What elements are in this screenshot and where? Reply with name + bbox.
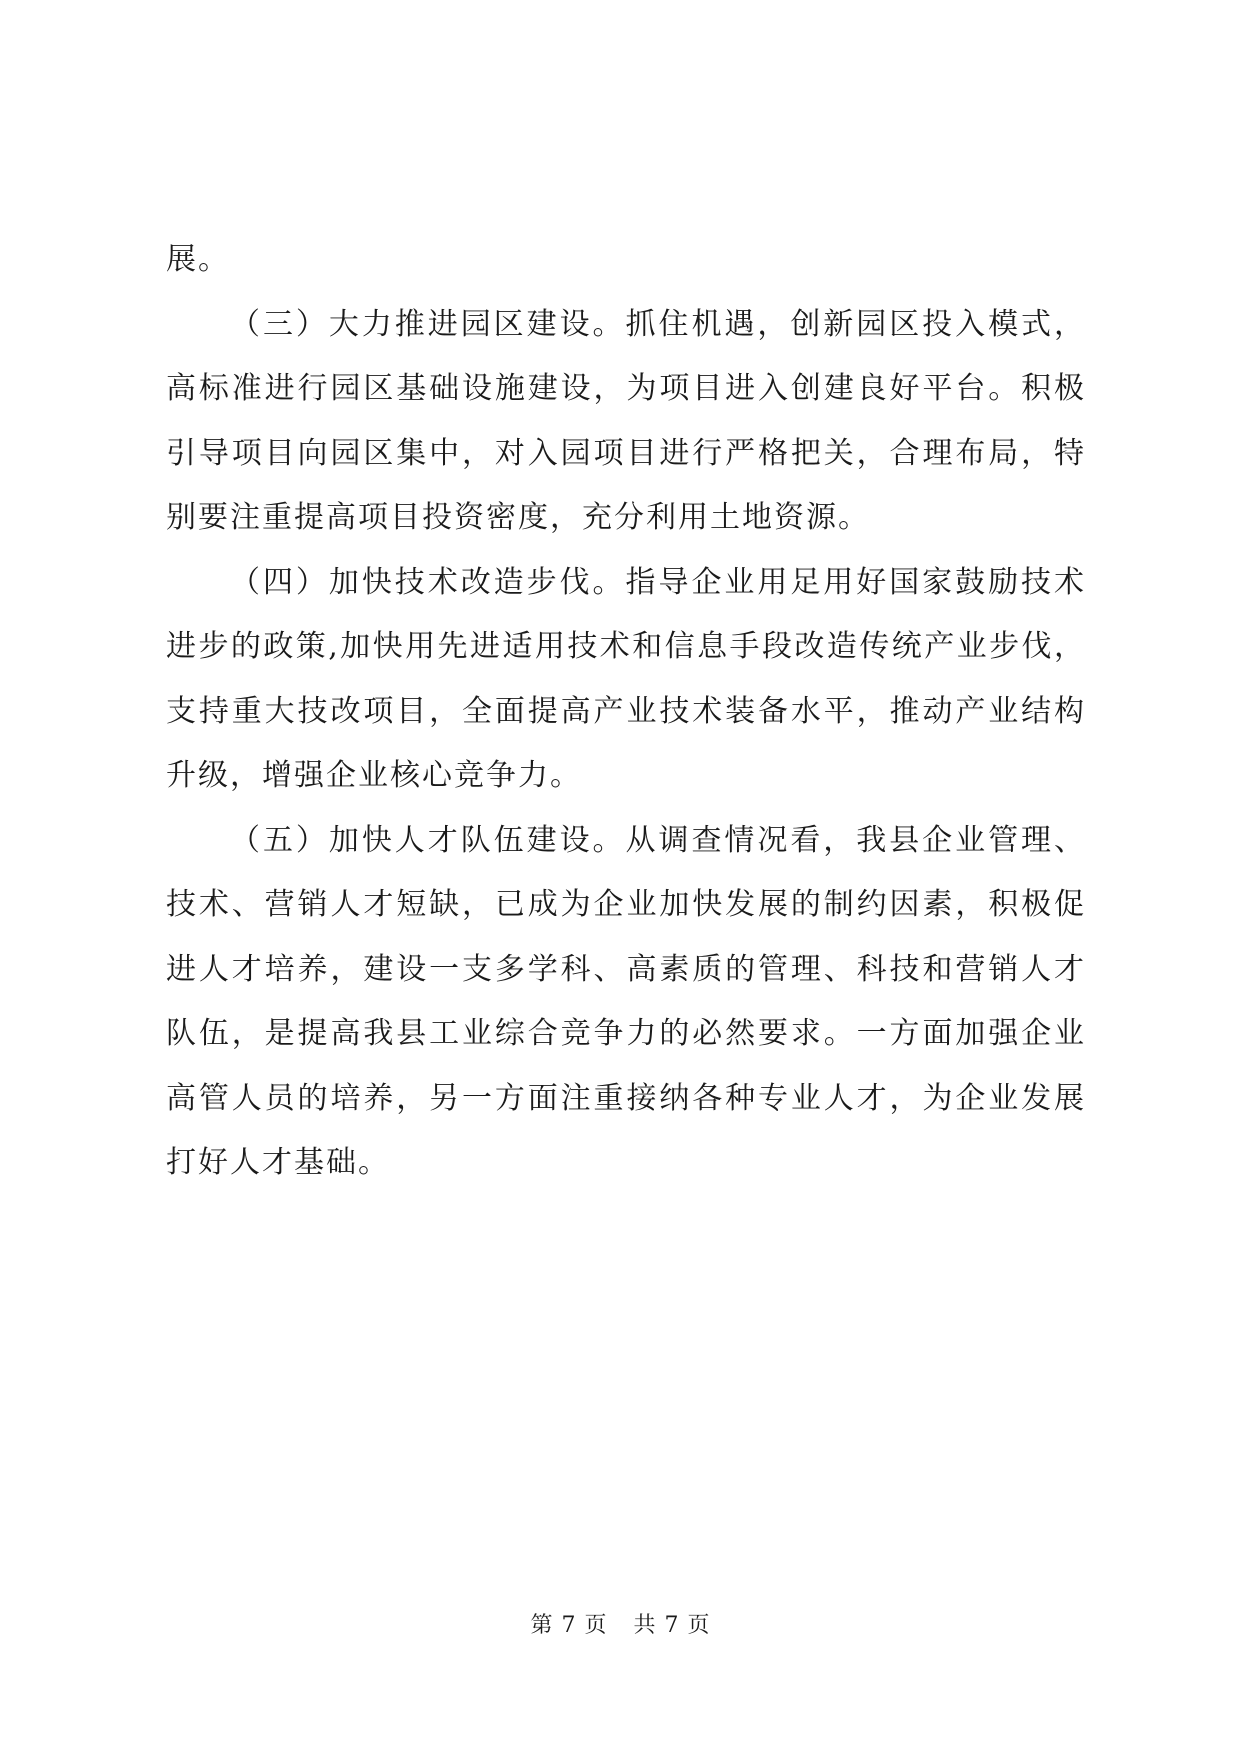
paragraph-section-5: （五）加快人才队伍建设。从调查情况看，我县企业管理、技术、营销人才短缺，已成为企业加快发展的制约因素，积极促进人才培养，建设一支多学科、高素质的管理、科技和营销人才队伍，是提高我县工业综合竞争力的必然要求。一方面加强企业高管人员的培养，另一方面注重接纳各种专业人才，为企业发展打好人才基础。 bbox=[166, 822, 1086, 1180]
page-number: 第 7 页 bbox=[530, 1613, 608, 1638]
document-body bbox=[166, 228, 1086, 1196]
paragraph-continuation: 展。 bbox=[166, 242, 230, 277]
page-total: 共 7 页 bbox=[633, 1613, 711, 1638]
paragraph-section-3: （三）大力推进园区建设。抓住机遇，创新园区投入模式，高标准进行园区基础设施建设，为项目进入创建良好平台。积极引导项目向园区集中，对入园项目进行严格把关，合理布局，特别要注重提高项目投资密度，充分利用土地资源。 bbox=[166, 306, 1086, 535]
paragraph-section-4: （四）加快技术改造步伐。指导企业用足用好国家鼓励技术进步的政策,加快用先进适用技术和信息手段改造传统产业步伐，支持重大技改项目，全面提高产业技术装备水平，推动产业结构升级，增强企业核心竞争力。 bbox=[166, 564, 1086, 793]
page-footer bbox=[0, 1608, 1241, 1639]
